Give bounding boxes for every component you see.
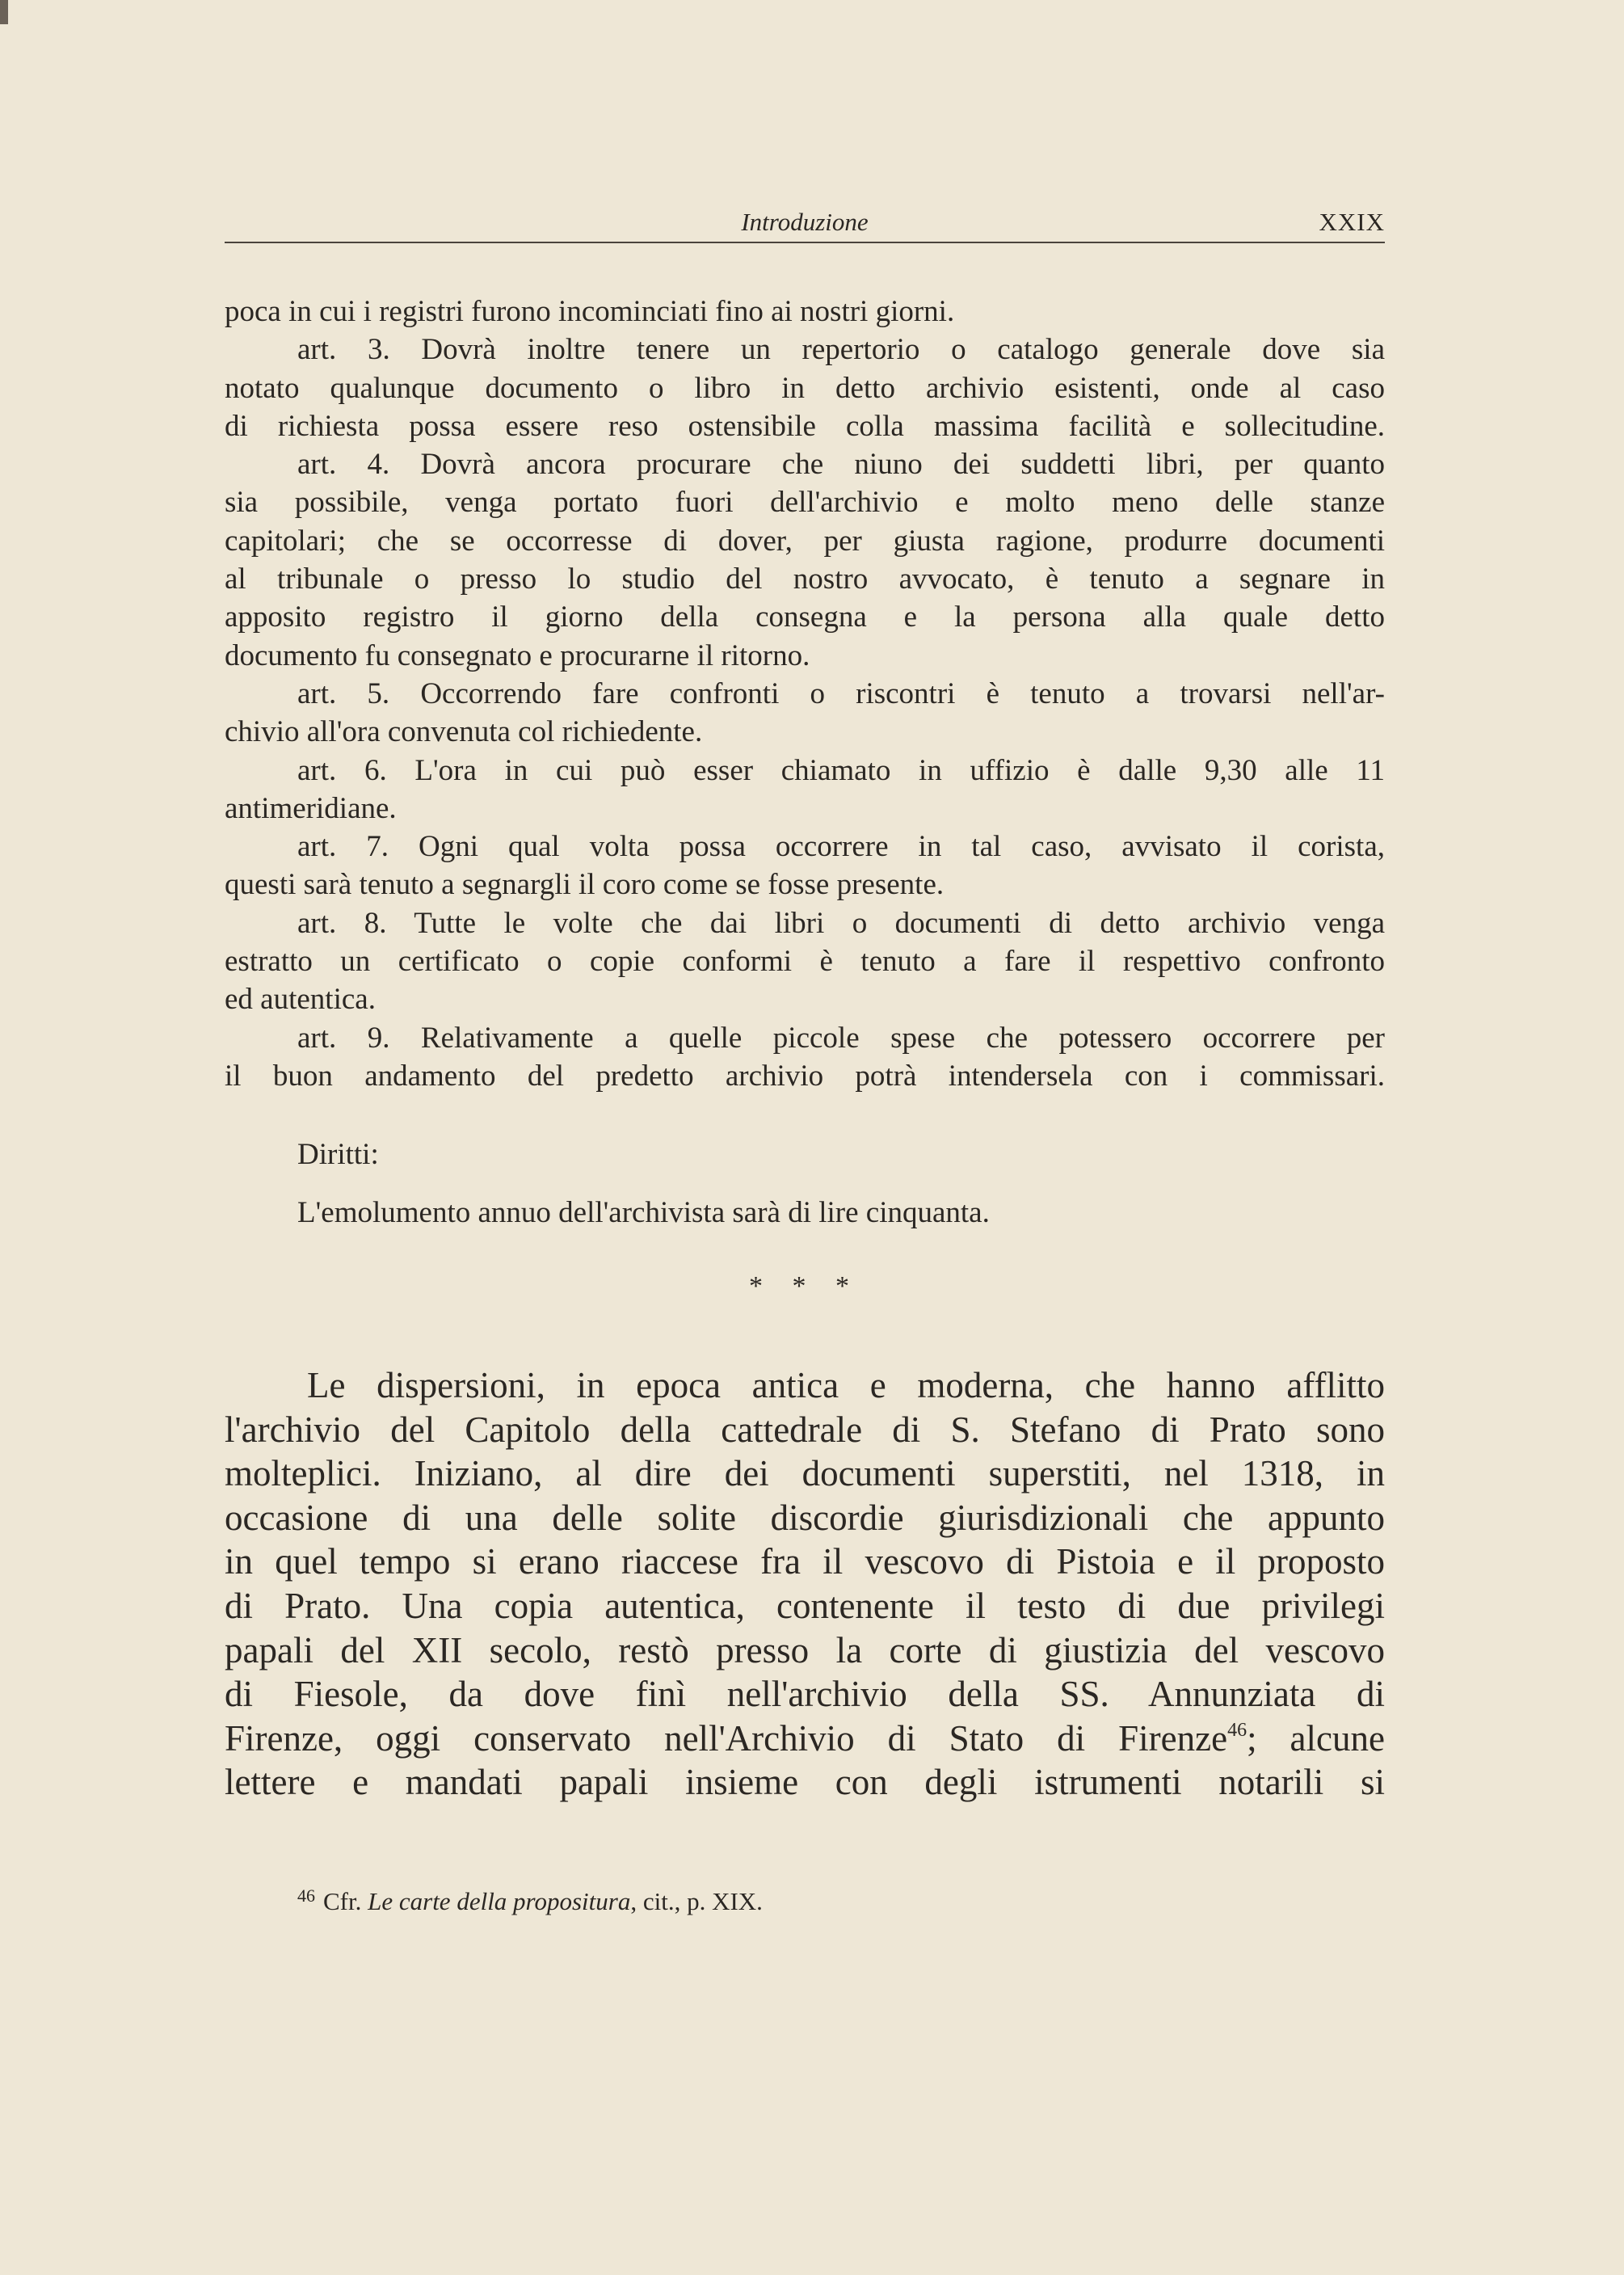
text-line bbox=[225, 1717, 1385, 1761]
page-number: XXIX bbox=[1319, 208, 1385, 236]
text-line: molteplici. Iniziano, al dire dei documenti superstiti, nel 1318, in bbox=[225, 1453, 1385, 1494]
text-line: sia possibile, venga portato fuori dell'archivio e molto meno delle stanze bbox=[225, 486, 1385, 520]
text-line: poca in cui i registri furono incominciati fino ai nostri giorni. bbox=[225, 295, 955, 328]
text-line: art. 5. Occorrendo fare confronti o riscontri è tenuto a trovarsi nell'ar- bbox=[297, 676, 1385, 710]
footnote-number: 46 bbox=[297, 1885, 315, 1906]
text-line: di richiesta possa essere reso ostensibile colla massima facilità e sollecitudine. bbox=[225, 409, 1385, 443]
text-line: Le dispersioni, in epoca antica e moderna, che hanno afflitto bbox=[307, 1365, 1385, 1405]
footnote-reference[interactable]: 46 bbox=[1227, 1719, 1247, 1741]
footnote-title: Le carte della propositura bbox=[368, 1887, 631, 1915]
text-line: occasione di una delle solite discordie giurisdizionali che appunto bbox=[225, 1497, 1385, 1538]
running-title: Introduzione bbox=[741, 208, 869, 236]
rights-text-block bbox=[225, 1194, 1385, 1232]
text-line: chivio all'ora convenuta col richiedente. bbox=[225, 715, 703, 749]
text-line: estratto un certificato o copie conformi è tenuto a fare il respettivo confronto bbox=[225, 945, 1385, 979]
text-line: apposito registro il giorno della consegna e la persona alla quale detto bbox=[225, 600, 1385, 634]
footnote-prefix: Cfr. bbox=[323, 1887, 368, 1915]
text-line: il buon andamento del predetto archivio potrà intendersela con i commissari. bbox=[225, 1059, 1385, 1093]
text-line: art. 3. Dovrà inoltre tenere un repertorio o catalogo generale dove sia bbox=[297, 333, 1385, 367]
section-separator: * * * bbox=[749, 1271, 860, 1301]
rights-text: L'emolumento annuo dell'archivista sarà di lire cinquanta. bbox=[297, 1196, 990, 1229]
page-header bbox=[225, 202, 1385, 242]
rights-heading-block bbox=[225, 1135, 1385, 1173]
text-line: papali del XII secolo, restò presso la corte di giustizia del vescovo bbox=[225, 1629, 1385, 1670]
rights-heading: Diritti: bbox=[297, 1138, 379, 1171]
text-line: art. 9. Relativamente a quelle piccole spese che potessero occorrere per bbox=[297, 1021, 1385, 1055]
text-line: documento fu consegnato e procurarne il ritorno. bbox=[225, 638, 810, 672]
text-line: ed autentica. bbox=[225, 983, 376, 1017]
text-line: antimeridiane. bbox=[225, 791, 397, 825]
text-line: questi sarà tenuto a segnargli il coro come se fosse presente. bbox=[225, 868, 945, 902]
text-line: di Fiesole, da dove finì nell'archivio della SS. Annunziata di bbox=[225, 1674, 1385, 1715]
text-line: capitolari; che se occorresse di dover, per giusta ragione, produrre documenti bbox=[225, 524, 1385, 558]
text-segment: Firenze, oggi conservato nell'Archivio di Stato di Firenze bbox=[225, 1717, 1228, 1759]
text-line: art. 4. Dovrà ancora procurare che niuno dei suddetti libri, per quanto bbox=[297, 448, 1385, 482]
text-line: in quel tempo si erano riaccese fra il vescovo di Pistoia e il proposto bbox=[225, 1541, 1385, 1582]
text-line: lettere e mandati papali insieme con degli istrumenti notarili si bbox=[225, 1762, 1385, 1803]
main-paragraph bbox=[225, 1363, 1385, 1805]
scan-edge-mark bbox=[0, 0, 8, 24]
text-line: l'archivio del Capitolo della cattedrale di S. Stefano di Prato sono bbox=[225, 1409, 1385, 1450]
text-line: al tribunale o presso lo studio del nostro avvocato, è tenuto a segnare in bbox=[225, 562, 1385, 596]
text-line: art. 6. L'ora in cui può esser chiamato in uffizio è dalle 9,30 alle 11 bbox=[297, 753, 1385, 787]
text-segment: ; alcune bbox=[1247, 1717, 1385, 1759]
text-line: art. 8. Tutte le volte che dai libri o documenti di detto archivio venga bbox=[297, 906, 1385, 940]
text-line: art. 7. Ogni qual volta possa occorrere in tal caso, avvisato il corista, bbox=[297, 830, 1385, 864]
header-rule bbox=[225, 242, 1385, 243]
footnote bbox=[297, 1880, 763, 1918]
text-line: di Prato. Una copia autentica, contenente il testo di due privilegi bbox=[225, 1585, 1385, 1626]
text-line: notato qualunque documento o libro in detto archivio esistenti, onde al caso bbox=[225, 371, 1385, 405]
statute-text bbox=[225, 293, 1385, 1095]
footnote-suffix: , cit., p. XIX. bbox=[630, 1887, 763, 1915]
